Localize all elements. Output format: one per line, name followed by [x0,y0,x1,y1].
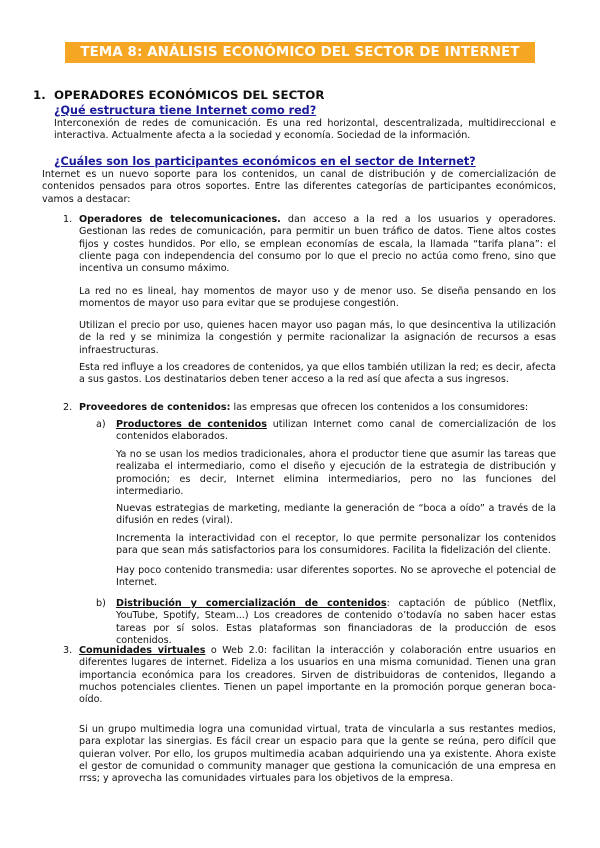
term-distribution: Distribución y comercialización de contenidos [116,598,387,609]
list-marker-1: 1. [63,214,73,225]
list-marker-a: a) [96,419,106,430]
paragraph-telecom-4: Esta red influye a los creadores de contenidos, ya que ellos también utilizan la red; es decir, afecta a sus gastos. Los destinatarios deben tener acceso a la red así que afecta a sus ingresos. [79,362,556,386]
text-telecom: dan acceso a la red a los usuarios y operadores. Gestionan las redes de comunicación, para permitir un buen tráfico de datos. Tiene altos costes fijos y costes hundidos. Por ello, se emplean economías de escala, la llamada “tarifa plana”: el cliente paga con independencia del consumo por lo que el precio no actúa como freno, sino que incentiva un consumo máximo. [79,214,557,275]
text-producers: utilizan Internet como canal de comercialización de los contenidos elaborados. [116,419,557,443]
document-title: TEMA 8: ANÁLISIS ECONÓMICO DEL SECTOR DE INTERNET [65,42,535,63]
question-participants: ¿Cuáles son los participantes económicos en el sector de Internet? [54,155,476,168]
paragraph-telecom-2: La red no es lineal, hay momentos de mayor uso y de menor uso. Se diseña pensando en los momentos de mayor uso para evitar que se produjese congestión. [79,286,556,310]
term-providers: Proveedores de contenidos: [79,402,231,413]
section-heading [33,88,324,102]
question-structure: ¿Qué estructura tiene Internet como red? [54,104,317,117]
term-telecom: Operadores de telecomunicaciones. [79,214,281,225]
list-item-providers [79,402,556,414]
term-producers: Productores de contenidos [116,419,267,430]
list-item-distribution [116,598,556,647]
list-marker-2: 2. [63,402,73,413]
text-communities: o Web 2.0: facilitan la interacción y colaboración entre usuarios en diferentes lugares de internet. Fideliza a los usuarios en una misma comunidad. Tienen una gran importancia económica para los creadores. Sirven de distribuidoras de contenidos, llegando a muchos potenciales clientes. Tienen un papel importante en la promoción porque generan boca-oído. [79,645,556,706]
paragraph-producers-4: Incrementa la interactividad con el receptor, lo que permite personalizar los contenidos para que sean más satisfactorios para los consumidores. Facilita la fidelización del cliente. [116,533,556,557]
term-communities: Comunidades virtuales [79,645,206,656]
list-marker-b: b) [96,598,106,609]
list-item-communities [79,645,556,706]
list-item-telecom [79,214,556,275]
paragraph-telecom-3: Utilizan el precio por uso, quienes hacen mayor uso pagan más, lo que desincentiva la utilización de la red y se minimiza la congestión y permite racionalizar la asignación de recursos a esas infraestructuras. [79,320,556,356]
paragraph-participants: Internet es un nuevo soporte para los contenidos, un canal de distribución y de comercialización de contenidos pensados para otros soportes. Entre las diferentes categorías de participantes económicos, vamos a destacar: [42,169,556,205]
text-providers: las empresas que ofrecen los contenidos a los consumidores: [230,402,529,413]
list-marker-3: 3. [63,645,73,656]
paragraph-producers-2: Ya no se usan los medios tradicionales, ahora el productor tiene que asumir las tareas que realizaba el intermediario, como el diseño y ejecución de la estrategia de distribución y promoción; es decir, Internet elimina intermediarios, pero no las funciones del intermediario. [116,449,556,497]
paragraph-communities-2: Si un grupo multimedia logra una comunidad virtual, trata de vincularla a sus restantes medios, para explotar las sinergias. Es fácil crear un espacio para que la gente se reúna, pero difícil que quieran volver. Por ello, los grupos multimedia acaban adquiriendo una ya existente. Ahora existe el gestor de comunidad o community manager que gestiona la comunicación de una empresa en rrss; y aprovecha las comunidades virtuales para los objetivos de la empresa. [79,724,556,785]
paragraph-producers-3: Nuevas estrategias de marketing, mediante la generación de “boca a oído” a través de la difusión en redes (viral). [116,503,556,527]
paragraph-producers-5: Hay poco contenido transmedia: usar diferentes soportes. No se aproveche el potencial de Internet. [116,565,556,589]
list-item-producers [116,419,556,444]
section-number: 1. [33,88,46,102]
text-distribution: : captación de público (Netflix, YouTube, Spotify, Steam...) Los creadores de contenido o’todavía no saben hacer estas tareas por sí solos. Estas plataformas son financiadoras de la producción de esos contenidos. [116,598,556,646]
section-heading-text: OPERADORES ECONÓMICOS DEL SECTOR [54,88,325,102]
paragraph-structure: Interconexión de redes de comunicación. Es una red horizontal, descentralizada, multidireccional e interactiva. Actualmente afecta a la sociedad y economía. Sociedad de la información. [54,118,556,142]
